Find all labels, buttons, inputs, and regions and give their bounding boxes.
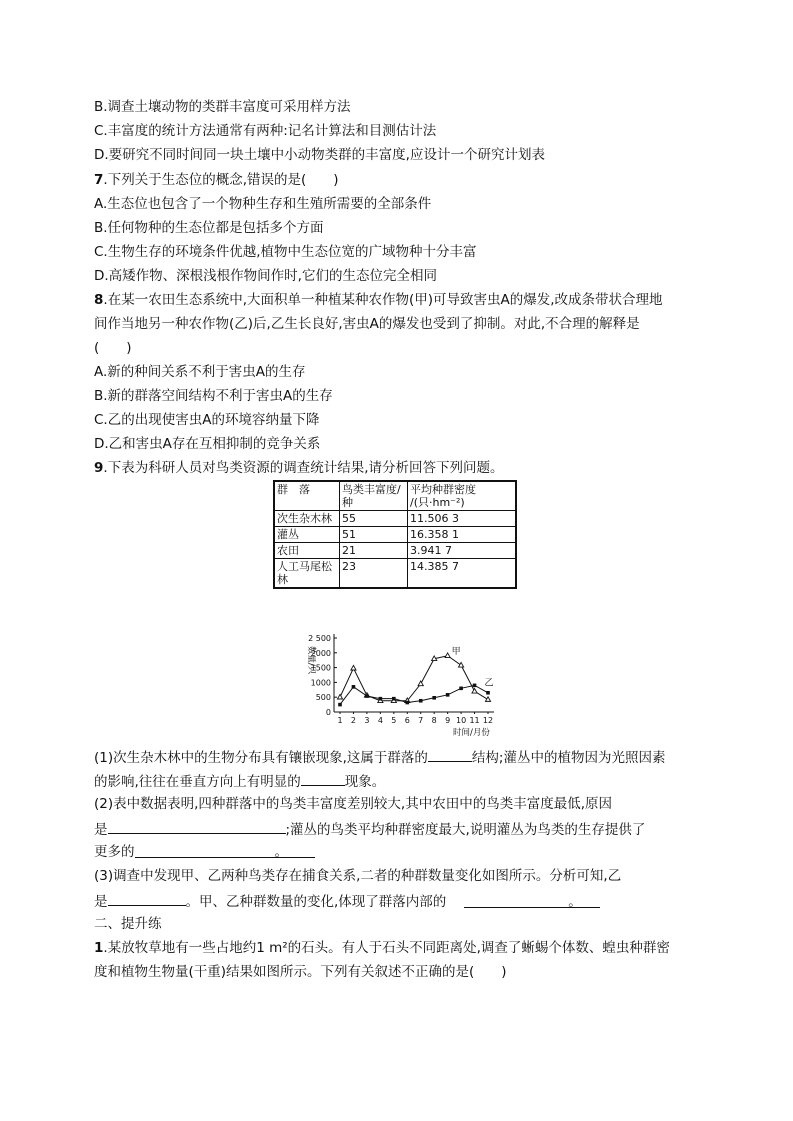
data-point-jia [458, 662, 463, 667]
q7-option-c: C.生物生存的环境条件优越,植物中生态位宽的广域物种十分丰富 [94, 244, 477, 260]
series-label: 乙 [484, 678, 494, 689]
q8-stem-line2: 间作当地另一种农作物(乙)后,乙生长良好,害虫A的爆发也受到了抑制。对此,不合理的解释是 [94, 316, 640, 332]
table-cell: 灌丛 [274, 527, 340, 543]
data-point-yi [365, 694, 369, 698]
q9-sub3-line1: (3)调查中发现甲、乙两种鸟类存在捕食关系,二者的种群数量变化如图所示。分析可知,乙 [94, 868, 622, 884]
q7-stem-text: .下列关于生态位的概念,错误的是( ) [103, 172, 339, 188]
q9-sub2-line1: (2)表中数据表明,四种群落中的鸟类丰富度差别较大,其中农田中的鸟类丰富度最低,原因 [94, 796, 612, 812]
header-richness: 鸟类丰富度/ 种 [340, 481, 408, 511]
y-tick-label: 0 [325, 708, 331, 717]
table-row [274, 511, 516, 527]
data-point-yi [486, 691, 490, 695]
table-cell: 21 [340, 543, 408, 559]
data-point-yi [459, 687, 463, 691]
table-cell: 人工马尾松 林 [274, 559, 340, 589]
chart-ylabel: 数量/只 [306, 646, 316, 675]
data-point-yi [446, 693, 450, 697]
answer-blank[interactable] [108, 891, 186, 906]
p1-stem-line2: 度和植物生物量(干重)结果如图所示。下列有关叙述不正确的是( ) [94, 964, 507, 980]
q8-option-a: A.新的种间关系不利于害虫A的生存 [94, 364, 306, 380]
data-point-jia [445, 653, 450, 658]
series-label: 甲 [451, 646, 461, 657]
data-point-yi [405, 701, 409, 705]
x-tick-label: 6 [404, 716, 410, 725]
y-tick-label: 2000 [310, 648, 331, 658]
answer-blank[interactable] [108, 819, 286, 834]
q8-option-c: C.乙的出现使害虫A的环境容纳量下降 [94, 412, 320, 428]
table-cell: 51 [340, 527, 408, 543]
q8-stem-line1 [94, 291, 663, 309]
x-tick-label: 10 [455, 716, 467, 725]
q7-option-a: A.生态位也包含了一个物种生存和生殖所需要的全部条件 [94, 196, 432, 212]
x-tick-label: 8 [431, 716, 437, 725]
answer-blank[interactable]: 。 [135, 843, 315, 858]
x-tick-label: 4 [377, 716, 383, 725]
x-tick-label: 3 [364, 716, 370, 725]
blank-period: 。 [568, 894, 582, 910]
series-line-jia [340, 656, 488, 701]
data-point-yi [392, 697, 396, 701]
option-d-prev: D.要研究不同时间同一块土壤中小动物类群的丰富度,应设计一个研究计划表 [94, 147, 545, 163]
q9-number: 9 [94, 460, 104, 476]
x-tick-label: 11 [469, 716, 480, 725]
q8-option-d: D.乙和害虫A存在互相抑制的竞争关系 [94, 436, 321, 452]
q9-sub3-text: 甲、乙种群数量的变化,体现了群落内部的 [199, 894, 447, 910]
bird-survey-table [273, 480, 517, 589]
x-tick-label: 5 [391, 716, 397, 725]
table-cell: 14.385 7 [408, 559, 517, 589]
table-row [274, 559, 516, 589]
x-tick-label: 1 [337, 716, 343, 725]
q9-stem-text: .下表为科研人员对鸟类资源的调查统计结果,请分析回答下列问题。 [103, 460, 504, 476]
p1-stem-text: .某放牧草地有一些占地约1 m²的石头。有人于石头不同距离处,调查了蜥蜴个体数、蝗虫种群密 [103, 940, 670, 956]
y-tick-label: 1000 [310, 678, 331, 688]
table-cell: 农田 [274, 543, 340, 559]
x-tick-label: 7 [418, 716, 424, 725]
table-cell: 55 [340, 511, 408, 527]
chart-xlabel: 时间/月份 [453, 728, 490, 738]
q7-stem [94, 171, 339, 189]
table-cell: 11.506 3 [408, 511, 517, 527]
q9-sub3-line2: 是 。甲、乙种群数量的变化,体现了群落内部的 。 [94, 891, 600, 911]
data-point-yi [432, 696, 436, 700]
option-c-prev: C.丰富度的统计方法通常有两种:记名计算法和目测估计法 [94, 123, 437, 139]
table-cell: 3.941 7 [408, 543, 517, 559]
data-point-jia [485, 697, 490, 702]
data-point-yi [338, 703, 342, 707]
q9-sub1-line2: 的影响,往往在垂直方向上有明显的 现象。 [94, 771, 385, 791]
header-community: 群 落 [274, 481, 340, 511]
y-tick-label: 500 [315, 693, 331, 703]
data-point-jia [337, 694, 342, 699]
section-heading: 二、提升练 [94, 916, 162, 932]
q7-option-d: D.高矮作物、深根浅根作物间作时,它们的生态位完全相同 [94, 268, 437, 284]
header-density: 平均种群密度 /(只·hm⁻²) [408, 481, 517, 511]
q8-number: 8 [94, 292, 104, 308]
series-line-yi [340, 685, 488, 704]
data-point-jia [418, 681, 423, 686]
table-row [274, 543, 516, 559]
p1-stem-line1 [94, 939, 670, 957]
q9-sub2-line2: 是 ;灌丛的鸟类平均种群密度最大,说明灌丛为鸟类的生存提供了 [94, 819, 645, 839]
y-tick-label: 2 500 [308, 634, 331, 643]
q7-option-b: B.任何物种的生态位都是包括多个方面 [94, 220, 324, 236]
answer-blank[interactable] [301, 771, 345, 786]
q8-stem-text: .在某一农田生态系统中,大面积单一种植某种农作物(甲)可导致害虫A的爆发,改成条带状合理地 [103, 292, 663, 308]
q9-sub1-line1: (1)次生杂木林中的生物分布具有镶嵌现象,这属于群落的 结构;灌丛中的植物因为光照因素 [94, 747, 665, 767]
option-b-prev: B.调查土壤动物的类群丰富度可采用样方法 [94, 99, 351, 115]
data-point-jia [472, 688, 477, 693]
data-point-yi [419, 699, 423, 703]
q8-option-b: B.新的群落空间结构不利于害虫A的生存 [94, 388, 333, 404]
answer-blank[interactable] [464, 893, 600, 908]
x-tick-label: 12 [482, 716, 494, 725]
q9-sub2-line3: 更多的 。 [94, 843, 315, 861]
p1-number: 1 [94, 940, 104, 956]
q7-number: 7 [94, 172, 104, 188]
data-point-jia [351, 665, 356, 670]
table-header-row [274, 481, 516, 511]
table-cell: 16.358 1 [408, 527, 517, 543]
answer-blank[interactable] [428, 747, 472, 762]
data-point-yi [352, 685, 356, 689]
table-cell: 23 [340, 559, 408, 589]
x-tick-label: 9 [445, 716, 451, 725]
x-tick-label: 2 [350, 716, 357, 725]
blank-period: 。 [185, 894, 199, 910]
data-point-yi [379, 697, 383, 701]
data-point-yi [473, 684, 477, 688]
q8-stem-line3: ( ) [94, 340, 132, 356]
population-line-chart [300, 628, 510, 740]
table-cell: 次生杂木林 [274, 511, 340, 527]
y-tick-label: 1500 [310, 663, 331, 673]
table-row [274, 527, 516, 543]
q9-stem [94, 459, 504, 477]
